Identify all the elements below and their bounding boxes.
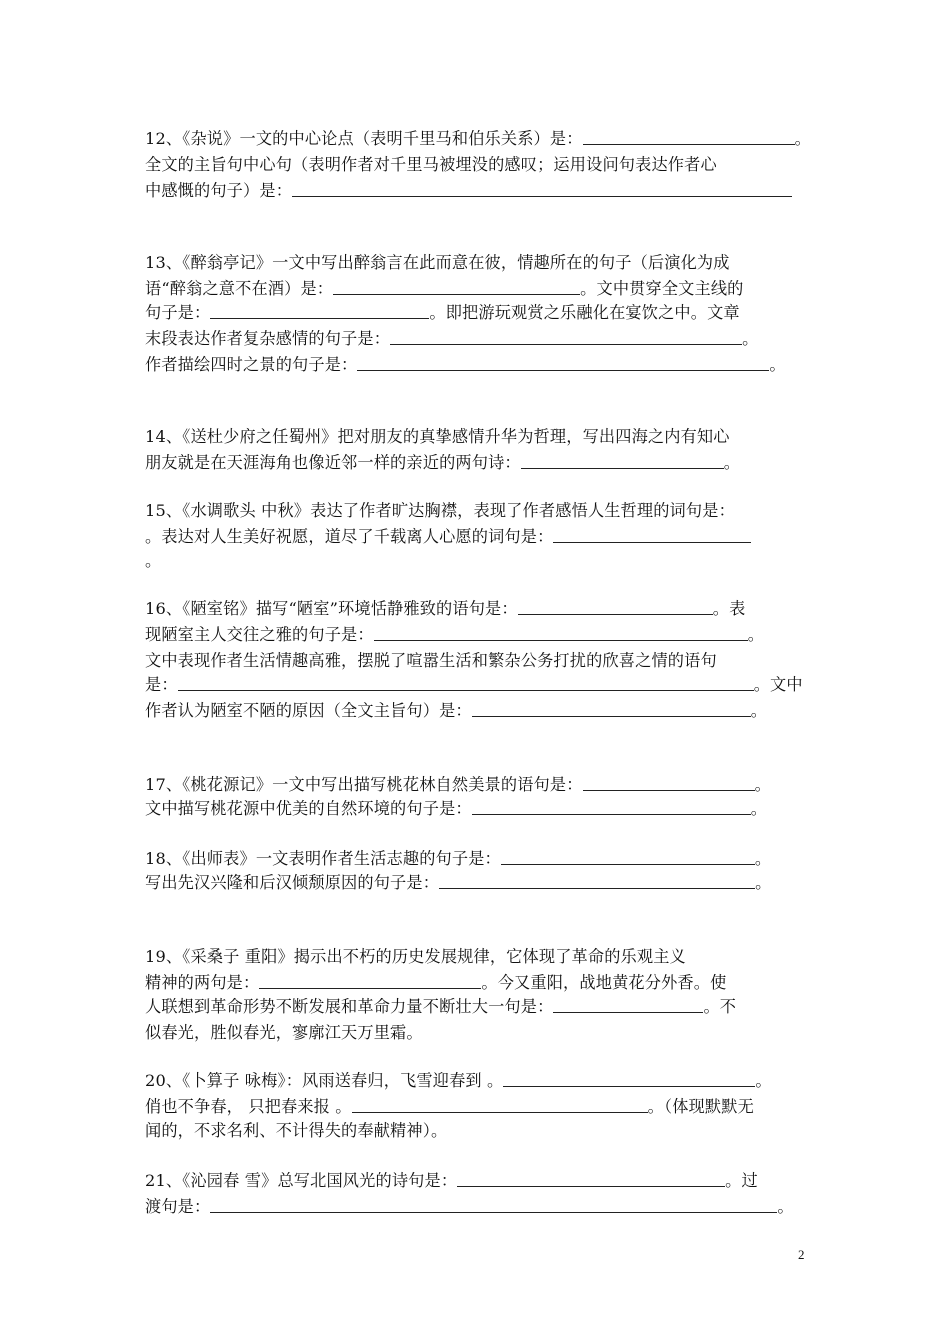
q14-answer-blank[interactable] — [521, 453, 724, 469]
q20-answer-blank-1[interactable] — [503, 1071, 755, 1087]
q13-answer-blank-2[interactable] — [210, 303, 429, 319]
q20-answer-blank-2[interactable] — [352, 1097, 648, 1113]
q20-line-2: 俏也不争春， 只把春来报 。 。（体现默默无 — [145, 1097, 754, 1116]
q19-line-1: 19、《采桑子 重阳》揭示出不朽的历史发展规律，它体现了革命的乐观主义 — [145, 947, 686, 966]
q12-answer-blank-1[interactable] — [583, 129, 795, 145]
q21-line-1: 21、《沁园春 雪》总写北国风光的诗句是： 。过 — [145, 1171, 758, 1190]
q13-answer-blank-4[interactable] — [357, 355, 769, 371]
page-number: 2 — [798, 1247, 805, 1262]
q13-answer-blank-3[interactable] — [390, 329, 742, 345]
q12-line-2: 全文的主旨句中心句（表明作者对千里马被埋没的感叹；运用设问句表达作者心 — [145, 155, 717, 174]
q16-line-4: 是： 。文中 — [145, 675, 803, 694]
q21-answer-blank-2[interactable] — [210, 1197, 777, 1213]
q15-line-1: 15、《水调歌头 中秋》表达了作者旷达胸襟，表现了作者感悟人生哲理的词句是： — [145, 501, 735, 520]
q19-line-4: 似春光，胜似春光，寥廓江天万里霜。 — [145, 1023, 423, 1042]
q16-line-1: 16、《陋室铭》描写“陋室”环境恬静雅致的语句是： 。表 — [145, 599, 746, 618]
q21-line-2: 渡句是： 。 — [145, 1197, 794, 1216]
q17-line-2: 文中描写桃花源中优美的自然环境的句子是： 。 — [145, 799, 768, 818]
q20-line-1: 20、《卜算子 咏梅》：风雨送春归，飞雪迎春到 。 。 — [145, 1071, 772, 1090]
q13-line-5: 作者描绘四时之景的句子是： 。 — [145, 355, 786, 374]
q19-answer-blank-1[interactable] — [259, 973, 481, 989]
q12-answer-blank-2[interactable] — [292, 181, 792, 197]
q13-line-2: 语“醉翁之意不在酒）是： 。文中贯穿全文主线的 — [145, 279, 744, 298]
q20-line-3: 闻的，不求名利、不计得失的奉献精神）。 — [145, 1121, 448, 1140]
q15-line-3: 。 — [145, 551, 162, 570]
q13-line-3: 句子是： 。即把游玩观赏之乐融化在宴饮之中。文章 — [145, 303, 740, 322]
q17-answer-blank-1[interactable] — [583, 775, 755, 791]
q21-answer-blank-1[interactable] — [457, 1171, 725, 1187]
q12-prompt: 12、《杂说》一文的中心论点（表明千里马和伯乐关系）是： — [145, 129, 583, 148]
q14-line-2: 朋友就是在天涯海角也像近邻一样的亲近的两句诗： 。 — [145, 453, 741, 472]
q18-answer-blank-1[interactable] — [501, 849, 755, 865]
q18-line-1: 18、《出师表》一文表明作者生活志趣的句子是： 。 — [145, 849, 772, 868]
q14-line-1: 14、《送杜少府之任蜀州》把对朋友的真挚感情升华为哲理，写出四海之内有知心 — [145, 427, 730, 446]
q16-line-5: 作者认为陋室不陋的原因（全文主旨句）是： 。 — [145, 701, 768, 720]
q17-line-1: 17、《桃花源记》一文中写出描写桃花林自然美景的语句是： 。 — [145, 775, 771, 794]
q19-line-2: 精神的两句是： 。今又重阳，战地黄花分外香。使 — [145, 973, 727, 992]
q16-line-2: 现陋室主人交往之雅的句子是： 。 — [145, 625, 765, 644]
q19-line-3: 人联想到革命形势不断发展和革命力量不断壮大一句是： 。不 — [145, 997, 737, 1016]
q13-line-1: 13、《醉翁亭记》一文中写出醉翁言在此而意在彼，情趣所在的句子（后演化为成 — [145, 253, 730, 272]
q13-line-4: 末段表达作者复杂感情的句子是： 。 — [145, 329, 759, 348]
q15-answer-blank[interactable] — [553, 527, 751, 543]
q16-answer-blank-2[interactable] — [374, 625, 748, 641]
q17-answer-blank-2[interactable] — [472, 799, 751, 815]
q12-line-3: 中感慨的句子）是： — [145, 180, 792, 202]
q16-answer-blank-1[interactable] — [518, 599, 713, 615]
q16-line-3: 文中表现作者生活情趣高雅，摆脱了喧嚣生活和繁杂公务打扰的欣喜之情的语句 — [145, 651, 717, 670]
q13-answer-blank-1[interactable] — [333, 279, 580, 295]
q16-answer-blank-3[interactable] — [178, 675, 754, 691]
q19-answer-blank-2[interactable] — [553, 997, 703, 1013]
q15-line-2: 。表达对人生美好祝愿，道尽了千载离人心愿的词句是： — [145, 526, 751, 548]
q18-line-2: 写出先汉兴隆和后汉倾颓原因的句子是： 。 — [145, 873, 772, 892]
q16-answer-blank-4[interactable] — [472, 701, 751, 717]
q12-line-1: 12、《杂说》一文的中心论点（表明千里马和伯乐关系）是： 。 — [145, 129, 811, 148]
q18-answer-blank-2[interactable] — [439, 873, 755, 889]
